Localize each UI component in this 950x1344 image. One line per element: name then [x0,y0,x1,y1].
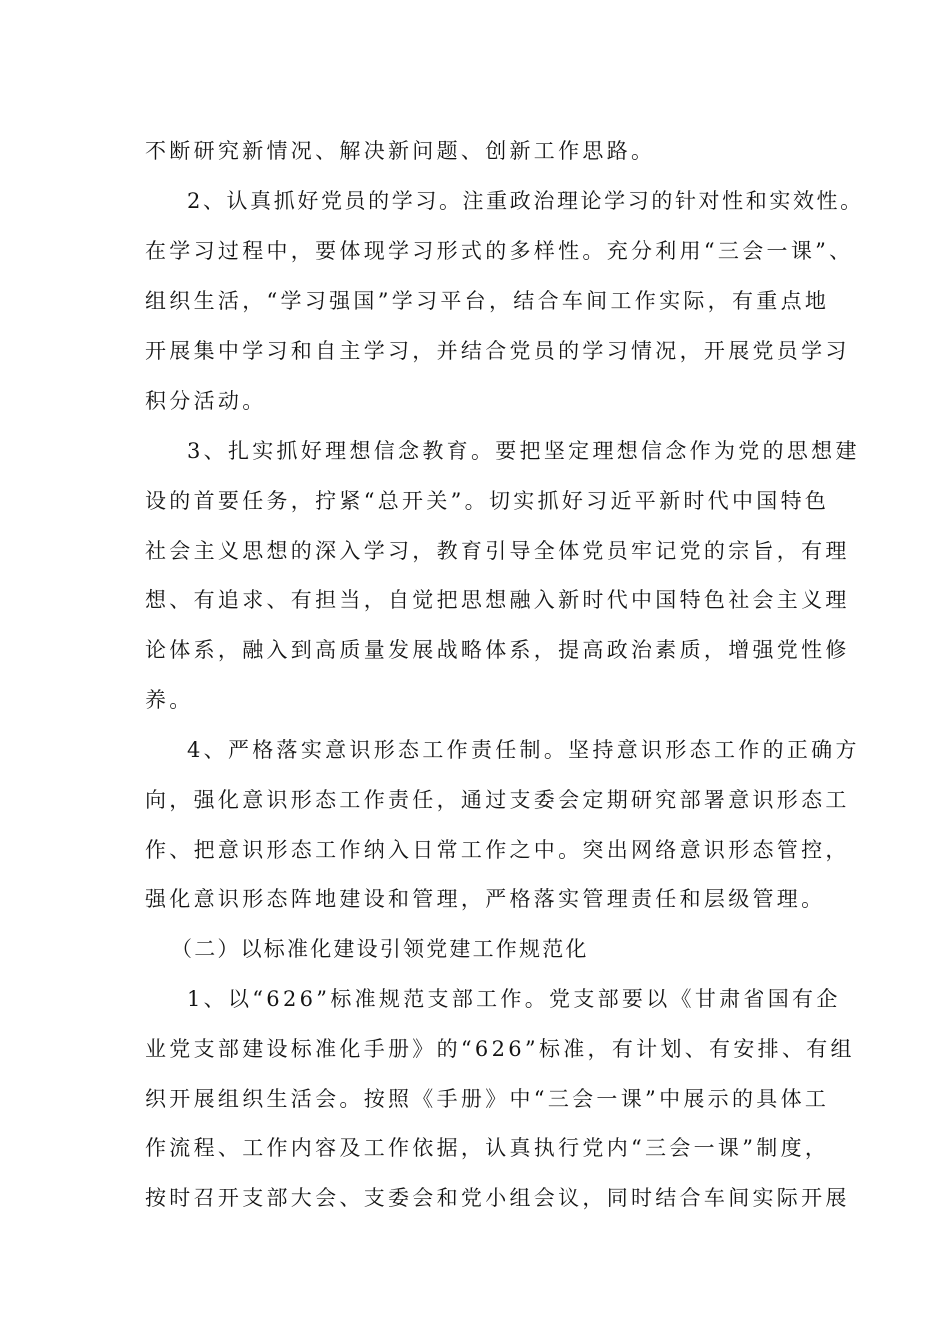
paragraph-line: 积分活动。 [145,389,267,413]
paragraph-line: 不断研究新情况、解决新问题、创新工作思路。 [145,139,656,163]
paragraph-line: 在学习过程中，要体现学习形式的多样性。充分利用“三会一课”、 [145,239,854,263]
paragraph-line: 开展集中学习和自主学习，并结合党员的学习情况，开展党员学习 [145,339,850,363]
paragraph-line: 社会主义思想的深入学习，教育引导全体党员牢记党的宗旨，有理 [145,539,850,563]
paragraph-line: 织开展组织生活会。按照《手册》中“三会一课”中展示的具体工 [145,1087,830,1111]
paragraph-line: 4、严格落实意识形态工作责任制。坚持意识形态工作的正确方 [187,738,860,762]
paragraph-line: 按时召开支部大会、支委会和党小组会议，同时结合车间实际开展 [145,1186,850,1210]
paragraph-line: 3、扎实抓好理想信念教育。要把坚定理想信念作为党的思想建 [187,439,860,463]
paragraph-line: 强化意识形态阵地建设和管理，严格落实管理责任和层级管理。 [145,887,826,911]
paragraph-line: 论体系，融入到高质量发展战略体系，提高政治素质，增强党性修 [145,638,850,662]
paragraph-line: 养。 [145,688,194,712]
paragraph-line: 设的首要任务，拧紧“总开关”。切实抓好习近平新时代中国特色 [145,489,830,513]
paragraph-line: 组织生活，“学习强国”学习平台，结合车间工作实际，有重点地 [145,289,830,313]
paragraph-line: 向，强化意识形态工作责任，通过支委会定期研究部署意识形态工 [145,788,850,812]
paragraph-line: 作、把意识形态工作纳入日常工作之中。突出网络意识形态管控， [145,838,850,862]
paragraph-line: 2、认真抓好党员的学习。注重政治理论学习的针对性和实效性。 [187,189,864,213]
paragraph-line: 业党支部建设标准化手册》的“626”标准，有计划、有安排、有组 [145,1037,855,1061]
paragraph-line: 作流程、工作内容及工作依据，认真执行党内“三会一课”制度， [145,1136,830,1160]
paragraph-line: 想、有追求、有担当，自觉把思想融入新时代中国特色社会主义理 [145,588,850,612]
section-heading: （二）以标准化建设引领党建工作规范化 [171,937,589,961]
paragraph-line: 1、以“626”标准规范支部工作。党支部要以《甘肃省国有企 [187,987,841,1011]
